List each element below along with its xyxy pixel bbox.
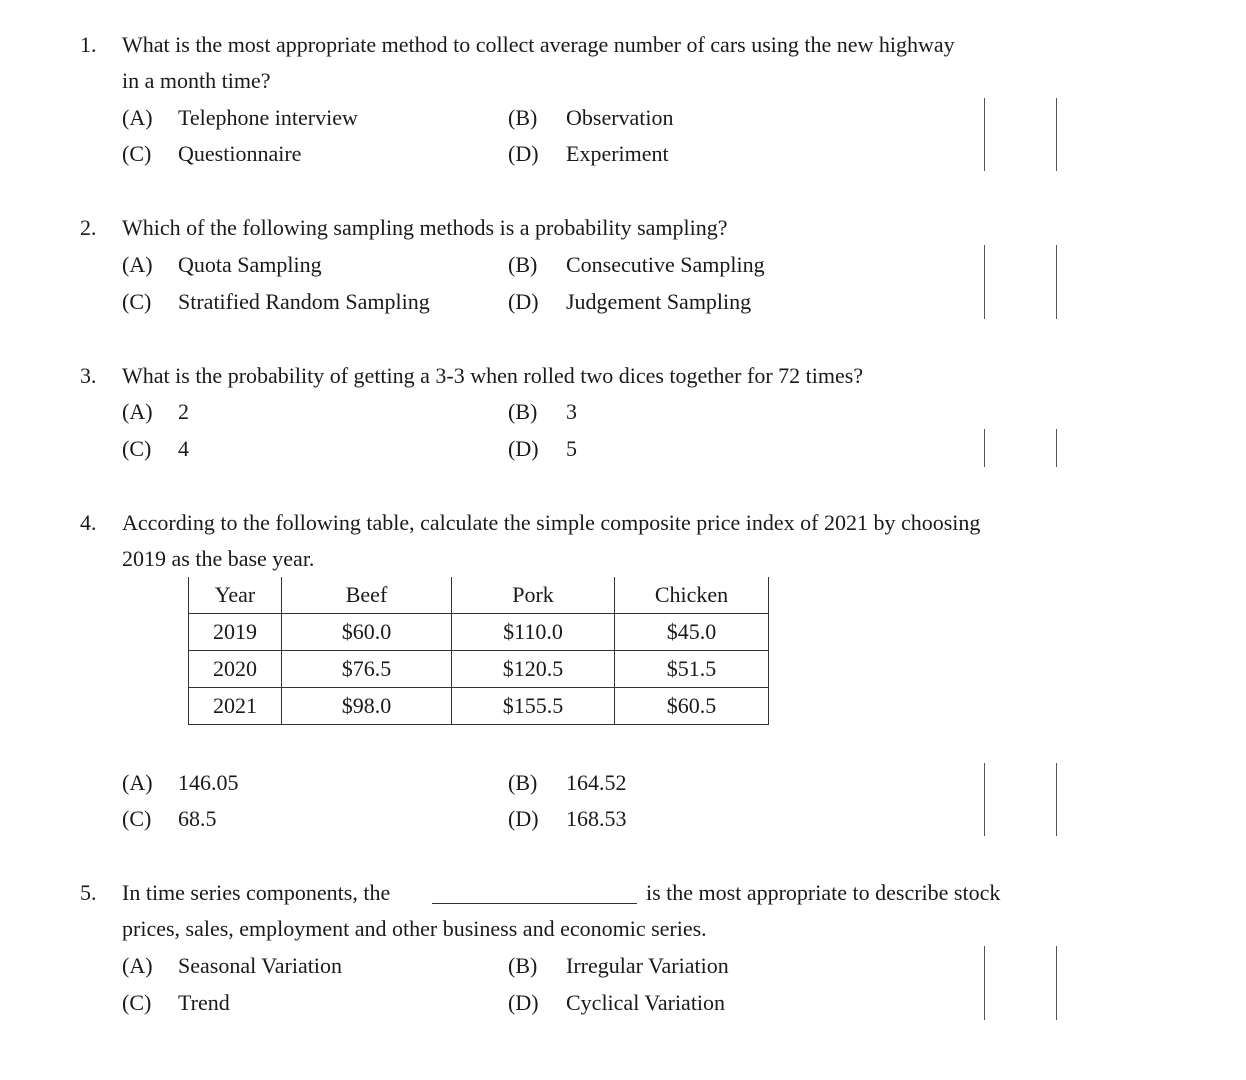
table-cell: $60.5 bbox=[615, 688, 769, 725]
option-b-text[interactable]: Observation bbox=[566, 105, 674, 130]
question-text: According to the following table, calculate the simple composite price index of 2021 by choosing bbox=[122, 510, 981, 535]
answer-box-left-rule bbox=[984, 245, 985, 319]
table-header-cell: Pork bbox=[452, 577, 615, 614]
question-text-continued: prices, sales, employment and other business and economic series. bbox=[122, 916, 707, 941]
option-d-text[interactable]: Cyclical Variation bbox=[566, 990, 726, 1015]
table-cell: $155.5 bbox=[452, 688, 615, 725]
option-c-label: (C) bbox=[122, 436, 152, 461]
option-c-text[interactable]: Stratified Random Sampling bbox=[178, 289, 430, 314]
table-cell: $51.5 bbox=[615, 651, 769, 688]
option-a-label: (A) bbox=[122, 770, 153, 795]
table-row bbox=[189, 614, 769, 651]
table-header-cell: Year bbox=[189, 577, 282, 614]
option-d-text[interactable]: 5 bbox=[566, 436, 577, 461]
option-a-text[interactable]: 146.05 bbox=[178, 770, 239, 795]
option-d-text[interactable]: Experiment bbox=[566, 141, 669, 166]
question-text-after-blank: is the most appropriate to describe stock bbox=[646, 880, 1001, 905]
option-c-label: (C) bbox=[122, 141, 152, 166]
option-c-label: (C) bbox=[122, 289, 152, 314]
option-d-label: (D) bbox=[508, 289, 539, 314]
question-text: What is the most appropriate method to collect average number of cars using the new highway bbox=[122, 32, 955, 57]
table-header-cell: Chicken bbox=[615, 577, 769, 614]
option-a-label: (A) bbox=[122, 252, 153, 277]
option-d-label: (D) bbox=[508, 436, 539, 461]
option-c-text[interactable]: Trend bbox=[178, 990, 230, 1015]
option-b-label: (B) bbox=[508, 399, 538, 424]
answer-box-left-rule bbox=[984, 763, 985, 836]
option-a-text[interactable]: 2 bbox=[178, 399, 189, 424]
question-number: 1. bbox=[80, 32, 97, 57]
option-b-label: (B) bbox=[508, 252, 538, 277]
option-d-label: (D) bbox=[508, 141, 539, 166]
question-text: In time series components, the bbox=[122, 880, 391, 905]
option-b-text[interactable]: Consecutive Sampling bbox=[566, 252, 765, 277]
table-header-cell: Beef bbox=[282, 577, 452, 614]
answer-box-left-rule bbox=[984, 429, 985, 467]
table-cell: $45.0 bbox=[615, 614, 769, 651]
option-b-label: (B) bbox=[508, 770, 538, 795]
table-cell: $120.5 bbox=[452, 651, 615, 688]
fill-in-blank[interactable] bbox=[432, 903, 637, 904]
option-c-label: (C) bbox=[122, 990, 152, 1015]
table-row bbox=[189, 651, 769, 688]
answer-box-right-rule[interactable] bbox=[1056, 763, 1057, 836]
question-text: Which of the following sampling methods is a probability sampling? bbox=[122, 215, 728, 240]
answer-box-right-rule[interactable] bbox=[1056, 98, 1057, 171]
table-row bbox=[189, 688, 769, 725]
question-text-continued: in a month time? bbox=[122, 68, 271, 93]
question-number: 2. bbox=[80, 215, 97, 240]
table-cell: $76.5 bbox=[282, 651, 452, 688]
option-c-label: (C) bbox=[122, 806, 152, 831]
question-number: 3. bbox=[80, 363, 97, 388]
answer-box-left-rule bbox=[984, 946, 985, 1020]
answer-box-right-rule[interactable] bbox=[1056, 429, 1057, 467]
option-a-text[interactable]: Quota Sampling bbox=[178, 252, 322, 277]
option-a-text[interactable]: Seasonal Variation bbox=[178, 953, 342, 978]
option-b-label: (B) bbox=[508, 953, 538, 978]
answer-box-right-rule[interactable] bbox=[1056, 245, 1057, 319]
option-b-text[interactable]: 164.52 bbox=[566, 770, 627, 795]
table-cell: $60.0 bbox=[282, 614, 452, 651]
option-b-text[interactable]: 3 bbox=[566, 399, 577, 424]
option-a-label: (A) bbox=[122, 105, 153, 130]
option-d-text[interactable]: Judgement Sampling bbox=[566, 289, 752, 314]
table-cell: 2021 bbox=[189, 688, 282, 725]
option-c-text[interactable]: Questionnaire bbox=[178, 141, 302, 166]
option-a-label: (A) bbox=[122, 953, 153, 978]
table-cell: $98.0 bbox=[282, 688, 452, 725]
table-header-row bbox=[189, 577, 769, 614]
question-text: What is the probability of getting a 3-3 when rolled two dices together for 72 times? bbox=[122, 363, 864, 388]
price-table bbox=[188, 577, 769, 725]
question-text-continued: 2019 as the base year. bbox=[122, 546, 315, 571]
option-d-text[interactable]: 168.53 bbox=[566, 806, 627, 831]
option-c-text[interactable]: 4 bbox=[178, 436, 189, 461]
option-d-label: (D) bbox=[508, 990, 539, 1015]
option-b-label: (B) bbox=[508, 105, 538, 130]
answer-box-right-rule[interactable] bbox=[1056, 946, 1057, 1020]
option-d-label: (D) bbox=[508, 806, 539, 831]
table-cell: 2019 bbox=[189, 614, 282, 651]
question-number: 5. bbox=[80, 880, 97, 905]
answer-box-left-rule bbox=[984, 98, 985, 171]
option-a-text[interactable]: Telephone interview bbox=[178, 105, 358, 130]
option-a-label: (A) bbox=[122, 399, 153, 424]
table-cell: $110.0 bbox=[452, 614, 615, 651]
question-number: 4. bbox=[80, 510, 97, 535]
option-b-text[interactable]: Irregular Variation bbox=[566, 953, 729, 978]
table-cell: 2020 bbox=[189, 651, 282, 688]
option-c-text[interactable]: 68.5 bbox=[178, 806, 217, 831]
